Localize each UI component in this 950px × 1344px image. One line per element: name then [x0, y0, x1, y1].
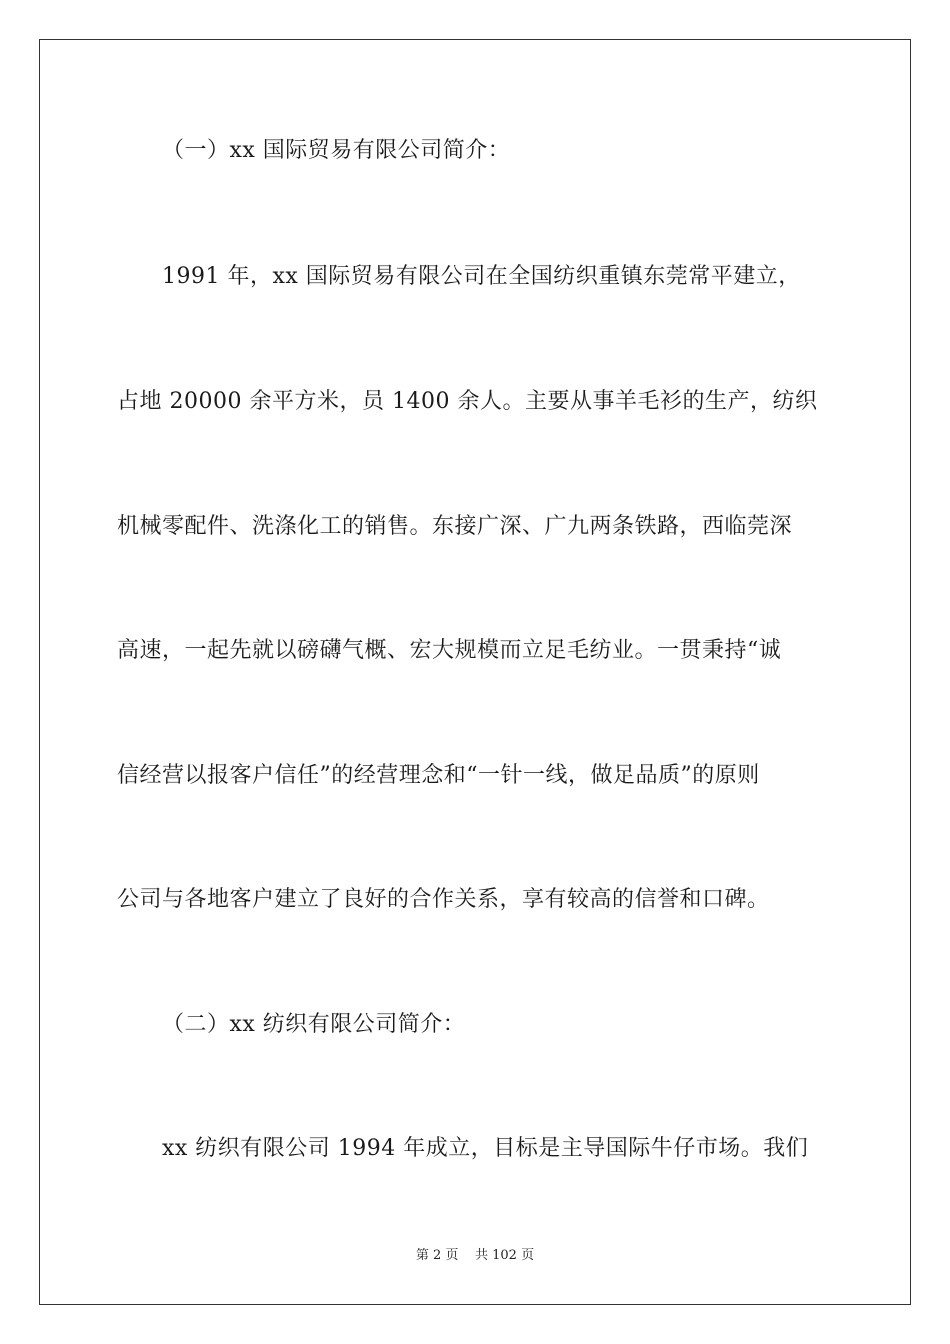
page-total: 共 102 页 — [475, 1248, 535, 1263]
section-heading-1: （一）xx 国际贸易有限公司简介： — [162, 138, 511, 163]
page-number: 第 2 页 — [415, 1248, 459, 1263]
paragraph-line: 信经营以报客户信任”的经营理念和“一针一线，做足品质”的原则 — [117, 763, 760, 788]
paragraph-line: 公司与各地客户建立了良好的合作关系，享有较高的信誉和口碑。 — [117, 887, 770, 912]
paragraph-line: 高速，一起先就以磅礴气概、宏大规模而立足毛纺业。一贯秉持“诚 — [117, 638, 782, 663]
paragraph-line: xx 纺织有限公司 1994 年成立，目标是主导国际牛仔市场。我们 — [162, 1136, 809, 1161]
page-footer — [0, 1247, 950, 1265]
paragraph-line: 机械零配件、洗涤化工的销售。东接广深、广九两条铁路，西临莞深 — [117, 514, 793, 539]
section-heading-2: （二）xx 纺织有限公司简介： — [162, 1012, 466, 1037]
paragraph-line: 1991 年，xx 国际贸易有限公司在全国纺织重镇东莞常平建立， — [162, 264, 801, 289]
paragraph-line: 占地 20000 余平方米，员 1400 余人。主要从事羊毛衫的生产，纺织 — [117, 389, 818, 414]
page-border — [39, 39, 911, 1305]
